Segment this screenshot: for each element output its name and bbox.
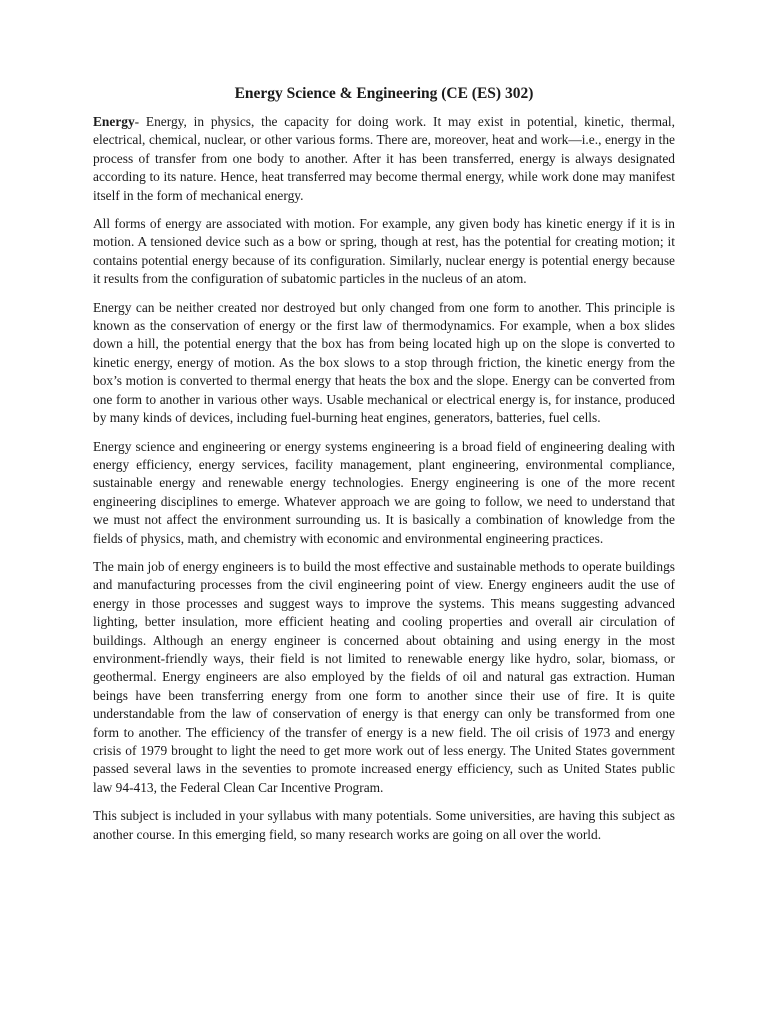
paragraph-conservation: Energy can be neither created nor destroyed but only changed from one form to another. This principle is known as the conservation of energy or the first law of thermodynamics. For example, when a box slides down a hill, the potential energy that the box has from being located high up on the slope is converted to kinetic energy, energy of motion. As the box slows to a stop through friction, the kinetic energy from the box’s motion is converted to thermal energy that heats the box and the slope. Energy can be converted from one form to another in various other ways. Usable mechanical or electrical energy is, for instance, produced by many kinds of devices, including fuel-burning heat engines, generators, batteries, fuel cells. (93, 299, 675, 426)
intro-lead-term: Energy (93, 114, 135, 129)
document-page (93, 84, 675, 854)
paragraph-energy-engineers: The main job of energy engineers is to build the most effective and sustainable methods to operate buildings and manufacturing processes from the civil engineering point of view. Energy engineers audit the use of energy in those processes and suggest ways to improve the systems. This means suggesting advanced lighting, better insulation, more efficient heating and cooling properties and overall air circulation of buildings. Although an energy engineer is concerned about obtaining and using energy in the most environment-friendly ways, their field is not limited to renewable energy like hydro, solar, biomass, or geothermal. Energy engineers are also employed by the fields of oil and natural gas extraction. Human beings have been transferring energy from one form to another since their use of fire. It is quite understandable from the law of conservation of energy is that energy can only be transformed from one form to another. The efficiency of the transfer of energy is a new field. The oil crisis of 1973 and energy crisis of 1979 brought to light the need to get more work out of less energy. The United States government passed several laws in the seventies to promote increased energy efficiency, such as United States public law 94-413, the Federal Clean Car Incentive Program. (93, 558, 675, 795)
paragraph-field-overview: Energy science and engineering or energy systems engineering is a broad field of engineering dealing with energy efficiency, energy services, facility management, plant engineering, environmental compliance, sustainable energy and renewable energy technologies. Energy engineering is one of the more recent engineering disciplines to emerge. Whatever approach we are going to follow, we need to understand that we must not affect the environment surrounding us. It is basically a combination of knowledge from the fields of physics, math, and chemistry with economic and environmental engineering practices. (93, 438, 675, 546)
intro-paragraph (93, 113, 675, 205)
paragraph-syllabus: This subject is included in your syllabus with many potentials. Some universities, are having this subject as another course. In this emerging field, so many research works are going on all over the world. (93, 808, 675, 842)
document-title: Energy Science & Engineering (CE (ES) 302) (234, 85, 534, 102)
paragraph-motion: All forms of energy are associated with motion. For example, any given body has kinetic energy if it is in motion. A tensioned device such as a bow or spring, though at rest, has the potential for creating motion; it contains potential energy because of its configuration. Similarly, nuclear energy is potential energy because it results from the configuration of subatomic particles in the nucleus of an atom. (93, 216, 675, 287)
intro-text: - Energy, in physics, the capacity for doing work. It may exist in potential, kinetic, thermal, electrical, chemical, nuclear, or other various forms. There are, moreover, heat and work—i.e., energy in the process of transfer from one body to another. After it has been transferred, energy is always designated according to its nature. Hence, heat transferred may become thermal energy, while work done may manifest itself in the form of mechanical energy. (93, 114, 675, 203)
